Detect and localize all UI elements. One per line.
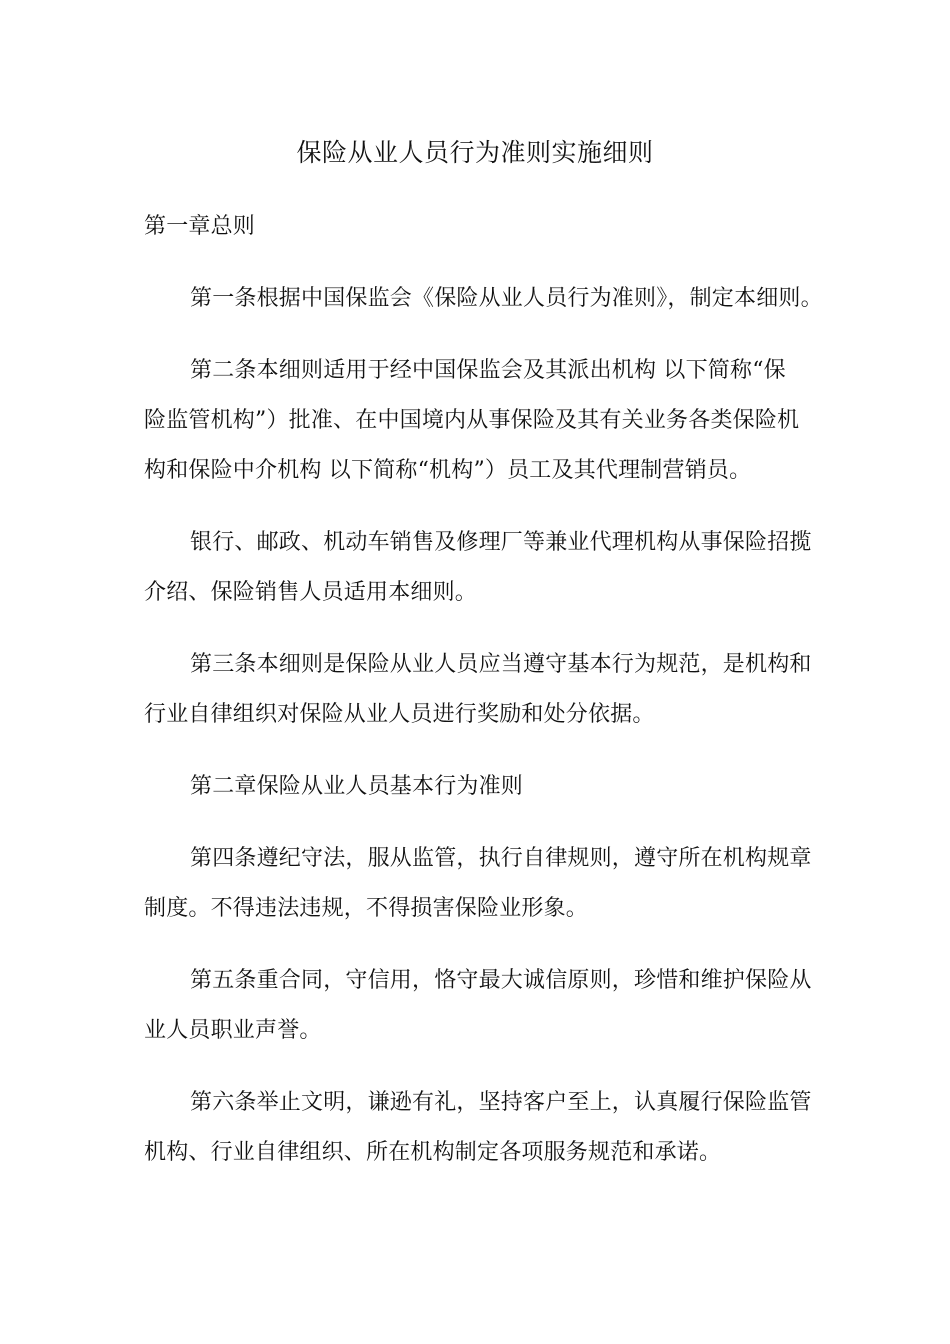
- paragraph-line: 第六条举止文明，谦逊有礼，坚持客户至上，认真履行保险监管: [190, 1090, 812, 1115]
- paragraph-line: 第四条遵纪守法，服从监管，执行自律规则，遵守所在机构规章: [190, 846, 812, 871]
- chapter-heading: 第一章总则: [144, 214, 256, 239]
- paragraph-line: 业人员职业声誉。: [144, 1018, 322, 1043]
- paragraph-line: 制度。不得违法违规，不得损害保险业形象。: [144, 896, 589, 921]
- chapter-heading: 第二章保险从业人员基本行为准则: [190, 774, 524, 799]
- paragraph-line: 第三条本细则是保险从业人员应当遵守基本行为规范，是机构和: [190, 652, 812, 677]
- paragraph-line: 第一条根据中国保监会《保险从业人员行为准则》，制定本细则。: [190, 286, 823, 311]
- paragraph-line: 银行、邮政、机动车销售及修理厂等兼业代理机构从事保险招揽: [190, 530, 812, 555]
- document-title: 保险从业人员行为准则实施细则: [296, 138, 654, 167]
- paragraph-line: 介绍、保险销售人员适用本细则。: [144, 580, 478, 605]
- paragraph-line: 第五条重合同，守信用，恪守最大诚信原则，珍惜和维护保险从: [190, 968, 812, 993]
- paragraph-line: 构和保险中介机构 以下简称“机构”）员工及其代理制营销员。: [144, 458, 752, 483]
- paragraph-line: 险监管机构”）批准、在中国境内从事保险及其有关业务各类保险机: [144, 408, 800, 433]
- paragraph-line: 第二条本细则适用于经中国保监会及其派出机构 以下简称“保: [190, 358, 786, 383]
- paragraph-line: 机构、行业自律组织、所在机构制定各项服务规范和承诺。: [144, 1140, 722, 1165]
- paragraph-line: 行业自律组织对保险从业人员进行奖励和处分依据。: [144, 702, 655, 727]
